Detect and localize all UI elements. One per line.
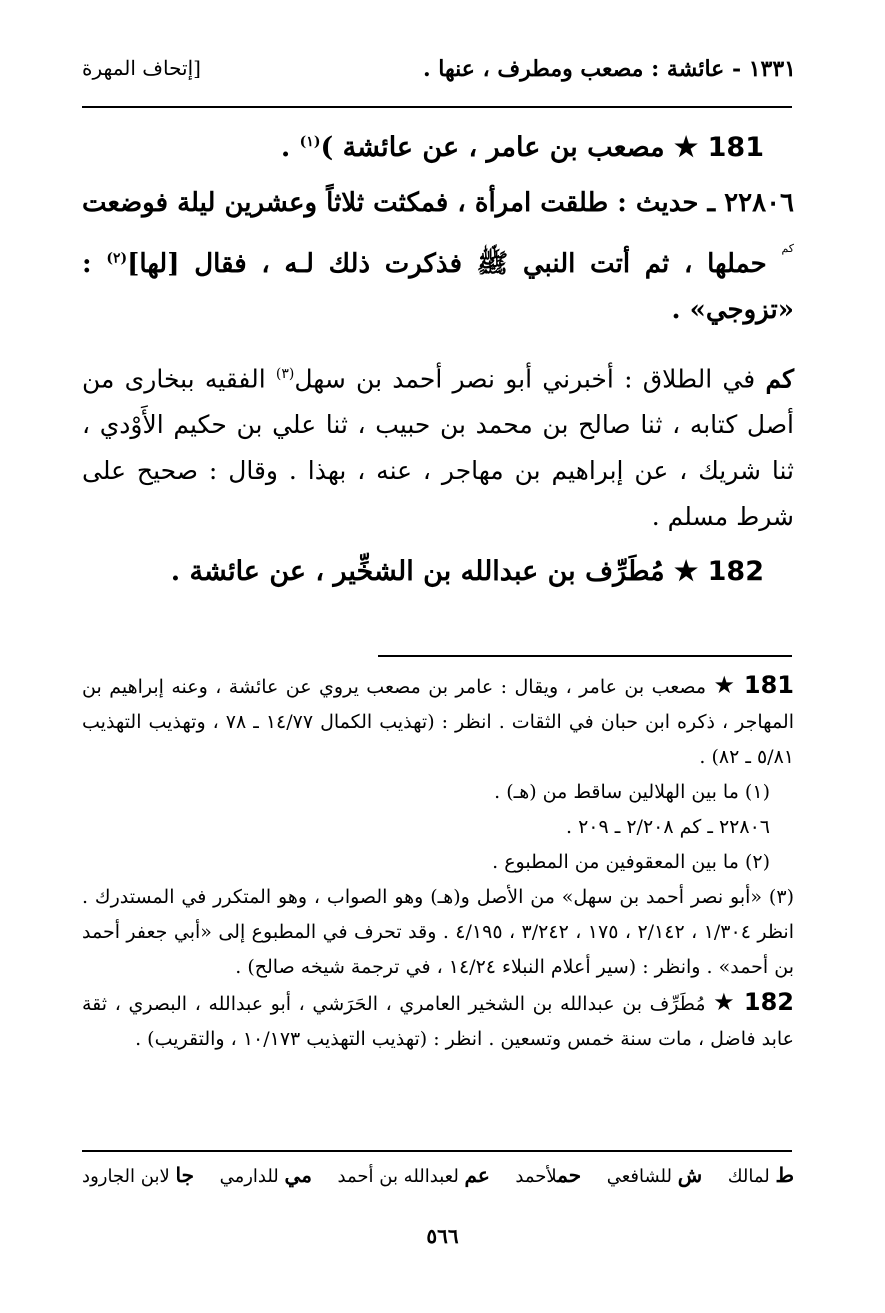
footnote-ref: (٢)	[106, 250, 128, 267]
source-code: كم	[765, 364, 794, 394]
abbr-item: حملأحمد	[515, 1163, 582, 1187]
entry-number: 181	[707, 132, 764, 163]
abbreviation-key	[82, 1163, 794, 1187]
abbr-item: عم لعبدالله بن أحمد	[337, 1163, 490, 1187]
page-number: ٥٦٦	[426, 1224, 459, 1248]
footnote-ref: (٣)	[275, 366, 295, 382]
footnote-2: (٢) ما بين المعقوفين من المطبوع .	[492, 851, 770, 873]
page-header	[82, 56, 796, 92]
book-title: [إتحاف المهرة	[82, 56, 201, 80]
star-icon: ★	[674, 132, 699, 163]
star-icon: ★	[674, 556, 699, 588]
note-182: 182 ★ مُطَرِّف بن عبدالله بن الشخير العامري ، الحَرَشي ، أبو عبدالله ، البصري ، ثقة عابد فاضل ، مات سنة خمس وتسعين . انظر : (تهذيب التهذيب ١٠/١٧٣ ، والتقريب) .	[82, 988, 795, 1050]
entry-title: مصعب بن عامر ، عن عائشة )	[320, 132, 665, 163]
footnote-1: (١) ما بين الهلالين ساقط من (هـ) .	[494, 781, 770, 803]
footnote-rule	[378, 655, 792, 657]
abbr-item: جا لابن الجارود	[82, 1163, 194, 1187]
abbr-item: ط لمالك	[727, 1163, 794, 1187]
note-181: 181 ★ مصعب بن عامر ، ويقال : عامر بن مصعب يروي عن عائشة ، وعنه إبراهيم بن المهاجر ، ذكره ابن حبان في الثقات . انظر : (تهذيب الكمال ١٤/٧٧ ـ ٧٨ ، وتهذيب التهذيب ٥/٨١ ـ ٨٢) .	[82, 671, 795, 768]
running-title: ١٣٣١ - عائشة : مصعب ومطرف ، عنها .	[422, 56, 796, 82]
abbr-item: مي للدارمي	[219, 1163, 312, 1187]
footnotes	[82, 668, 794, 1057]
abbr-rule	[82, 1150, 792, 1152]
star-icon: ★	[713, 988, 737, 1016]
footnote-3: (٣) «أبو نصر أحمد بن سهل» من الأصل و(هـ) وهو الصواب ، وهو المتكرر في المستدرك . انظر ١/٣٠٤ ، ٢/١٤٢ ، ١٧٥ ، ٣/٢٤٢ ، ٤/١٩٥ . وقد تحرف في المطبوع إلى «أبي جعفر أحمد بن أحمد» . وانظر : (سير أعلام النبلاء ١٤/٢٤ ، في ترجمة شيخه صالح) .	[82, 886, 794, 978]
entry-182-heading	[82, 550, 794, 594]
source-code: كم	[781, 242, 794, 255]
footnote-ref: (١)	[299, 134, 321, 150]
abbr-item: ش للشافعي	[606, 1163, 703, 1187]
entry-181-heading: 181 ★ مصعب بن عامر ، عن عائشة )$^{(١)}$ .	[280, 132, 764, 163]
footnote-ref-line: ٢٢٨٠٦ ـ كم ٢/٢٠٨ ـ ٢٠٩ .	[565, 816, 770, 838]
hadith-number: ٢٢٨٠٦	[724, 188, 794, 218]
main-text	[82, 120, 794, 594]
star-icon: ★	[713, 671, 737, 699]
hadith-text: ٢٢٨٠٦ ـ حديث : طلقت امرأة ، فمكثت ثلاثاً وعشرين ليلة فوضعت $^{كم}$ حملها ، ثم أتت النبي ﷺ فذكرت ذلك لـه ، فقال [لها]$^{(٢)}$ : «تزوجي» .	[82, 188, 794, 325]
isnad-text: كم في الطلاق : أخبرني أبو نصر أحمد بن سهل$^{(٣)}$ الفقيه ببخارى من أصل كتابه ، ثنا صالح بن محمد بن حبيب ، ثنا علي بن حكيم الأَوْدي ، ثنا شريك ، عن إبراهيم بن مهاجر ، عنه ، بهذا . وقال : صحيح على شرط مسلم .	[82, 364, 794, 532]
entry-number: 182	[707, 556, 764, 588]
entry-title: مُطَرِّف بن عبدالله بن الشخِّير ، عن عائشة .	[170, 556, 665, 588]
header-rule	[82, 106, 792, 108]
